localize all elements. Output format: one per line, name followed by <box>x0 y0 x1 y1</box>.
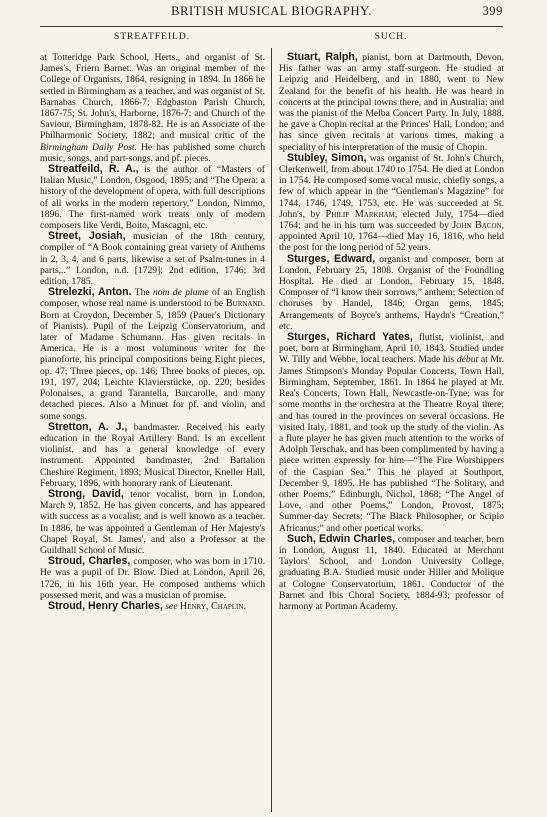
right-column-head: SUCH. <box>374 32 408 42</box>
entry-text: at Mr. James Stimpson's Monday Popular Concerts, Town Hall, Birmingham, September, 1861. In 1864 he played at Mr. Rea's Concerts, Town Hall, Newcastle-on-Tyne; was for some months in the orchestra at the Theatre Royal there; and has toured in the provinces on several occasions. He visited Italy, 1881, and took up the study of the violin. As a flute player he has given much attention to the works of Adolph Terschak, and has been complimented by having a piece written expressly for him—“The Fire Worshippers of the Caspian Sea.” This he played at Southport, December 9, 1895. He has published “The Solitary, and other Poems,” Edinburgh, Nichol, 1868; “The Angel of Love, and other Poems,” London, Provost, 1875; Summer-day Secrets; “The Black Philosopher, or Scipio Africanus;” and other poetical works. <box>279 354 504 534</box>
entry <box>40 287 265 421</box>
entry <box>40 601 265 612</box>
entry <box>40 556 265 601</box>
entry-text: Philip Markham <box>325 208 395 220</box>
entry-headword: Strelezki, Anton. <box>48 286 132 299</box>
running-title: BRITISH MUSICAL BIOGRAPHY. <box>171 4 372 18</box>
entry-text: The <box>131 287 153 299</box>
entry-text: at Totteridge Park School, Herts., and organist of St. James's, Friern Barnet. Was an original member of the College of Organists, 1864, resigning in 1894. In 1866 he settled in Birmingham as a teacher, and was organist of St. Barnabas Church, 1866-7; Edgbaston Parish Church, 1867-75; St. John's, Harborne, 1876-7; and Church of the Saviour, Birmingham, 1878-82. He is an Associate of the Philharmonic Society, 1882; and musical critic of the <box>40 52 265 142</box>
entry-text: tenor vocalist, born in London, March 9, 1852. He has given concerts, and has appeared with success as a vocalist; and is well known as a teacher. In 1886, he was appointed a Gentleman of Her Majesty's Chapel Royal, St. James', and also a Professor at the Guildhall School of Music. <box>40 488 266 556</box>
entry-text: see <box>165 600 178 612</box>
entry-text: composer and teacher, born in London, August 11, 1840. Educated at Merchant Taylors' School, and London University College, graduating B.A. Studied music under Hiller and Molique at Cologne Conservatorium, 1861. Conductor of the Barnet and Ibis Choral Society, 1884-93; professor of harmony at Portman Academy. <box>279 533 504 612</box>
entry-headword: Stretton, A. J., <box>48 420 128 433</box>
entry <box>279 534 504 612</box>
entry-headword: Stroud, Charles, <box>48 555 131 568</box>
entry-headword: Strong, David, <box>48 487 124 500</box>
entry <box>279 52 504 153</box>
entry <box>40 489 265 556</box>
entry-text: pianist, born at Dartmouth, Devon. His father was an army staff-surgeon. He studied at Leipzig and Heidelberg, and in 1880, went to New Zealand for the benefit of his health. He was heard in concerts at the principal towns there, and in Australia; and was the pianist of the Melba Concert Party. In July, 1888, he gave a Chopin recital at the Princes' Hall, London; and has since given recitals at various times, making a speciality of his interpretation of the music of Chopin. <box>279 52 505 153</box>
entry <box>279 153 504 254</box>
entry-text: Burnand <box>225 298 263 310</box>
entry-text: Birmingham Daily Post. <box>40 141 137 153</box>
entry-headword: Street, Josiah, <box>48 230 126 243</box>
entry <box>279 254 504 332</box>
entry-text: John Bacon <box>452 220 502 232</box>
entry-headword: Stroud, Henry Charles, <box>48 599 163 612</box>
entry <box>279 332 504 534</box>
entry-headword: Sturges, Richard Yates, <box>287 331 413 344</box>
entry-text: début <box>456 354 479 366</box>
page-number: 399 <box>482 4 503 18</box>
entry-text: flutist, violinist, and poet, born at Birmingham, April 10, 1843. Studied under W. Tilly and Webbe, local teachers. Made his <box>279 332 504 366</box>
entry-text: He has published some church music, songs, and part-songs, and pf. pieces. <box>40 141 265 164</box>
column-divider <box>271 48 272 812</box>
entry-headword: Streatfeild, R. A., <box>48 163 139 176</box>
entry-text: , appointed April 10, 1764—died May 16, 1816, who held the post for the long period of 52 years. <box>279 220 504 254</box>
right-column <box>279 52 504 612</box>
entry-headword: Stuart, Ralph, <box>287 51 358 63</box>
entry <box>40 52 265 164</box>
header-rule <box>40 26 503 27</box>
entry-text: bandmaster. Received his early education in the Royal Artillery Band. Is an excellent violinist, and has a general knowledge of every instrument. Appointed bandmaster, 2nd Battalion Cheshire Regiment, 1893; Musical Director, Kneller Hall, February, 1896, with honorary rank of Lieutenant. <box>40 421 265 489</box>
entry-text: was organist of St. John's Church, Clerkenwell, from about 1740 to 1754. He died at London in 1754. He composed some vocal music, chiefly songs, a few of which appear in the “Gentleman's Magazine” for 1744, 1746, 1749, 1753, etc. He was succeeded at St. John's, by <box>279 152 504 220</box>
entry-text: is the author of “Masters of Italian Music,” London, Osgood, 1895; and “The Opera: a history of the development of opera, with full descriptions of all works in the modern repertory,” London, Nimmo, 1896. The first-named work treats only of modern composers like Verdi, Boito, Mascagni, etc. <box>40 164 265 232</box>
entry-headword: Such, Edwin Charles, <box>287 532 396 545</box>
entry-text: organist and composer, born at London, February 25, 1808. Organist of the Foundling Hospital. He died at London, February 15, 1848. Composer of “I know their sorrows,” anthem; Selection of choruses by Handel, 1846; Organ gems, 1845; Arrangements of Boyce's anthems, Haydn's “Creation,” etc. <box>279 253 504 332</box>
entry-text: . Born at Croydon, December 5, 1859 (Pauer's Dictionary of Pianists). Pupil of the Leipzig Conservatorium, and later of Madame Schumann. Has given recitals in America. He is a most voluminous writer for the pianoforte, his principal compositions being Eight pieces, op. 47; Three pieces, op. 146; Three books of pieces, op. 191, 197, 204; Leichte Klavierstücke, op. 220; besides Polonaises, a grand Tarantella, Barcarolle, and many detached pieces. Also a Minuet for pf. and violin, and some songs. <box>40 298 265 422</box>
entry-text: Henry, Chaplin. <box>179 600 246 612</box>
entry-text: of an English composer, whose real name is understood to be <box>40 287 265 310</box>
entry-text: , elected July, 1754—died 1764; and he in his turn was succeeded by <box>279 208 504 232</box>
entry <box>40 164 265 231</box>
left-column-head: STREATFEILD. <box>113 32 191 42</box>
entry-text: nom de plume <box>152 287 209 299</box>
entry <box>40 422 265 489</box>
entry-headword: Stubley, Simon, <box>287 151 367 164</box>
entry-text: composer, who was born in 1710. He was a pupil of Dr. Blow. Died at London, April 26, 1726, in his 16th year. He composed anthems which possessed merit, and was a musician of promise. <box>40 556 265 601</box>
entry <box>40 231 265 287</box>
entry-headword: Sturges, Edward, <box>287 252 376 265</box>
entry-text: musician of the 18th century, compiler of “A Book containing great variety of Anthems in 2, 3, 4, and 6 parts, likewise a set of Psalm-tunes in 4 parts,..” London, n.d. [1729]; 2nd edition, 1746; 3rd edition, 1785. <box>40 231 265 288</box>
left-column <box>40 52 265 612</box>
running-head <box>40 4 503 22</box>
